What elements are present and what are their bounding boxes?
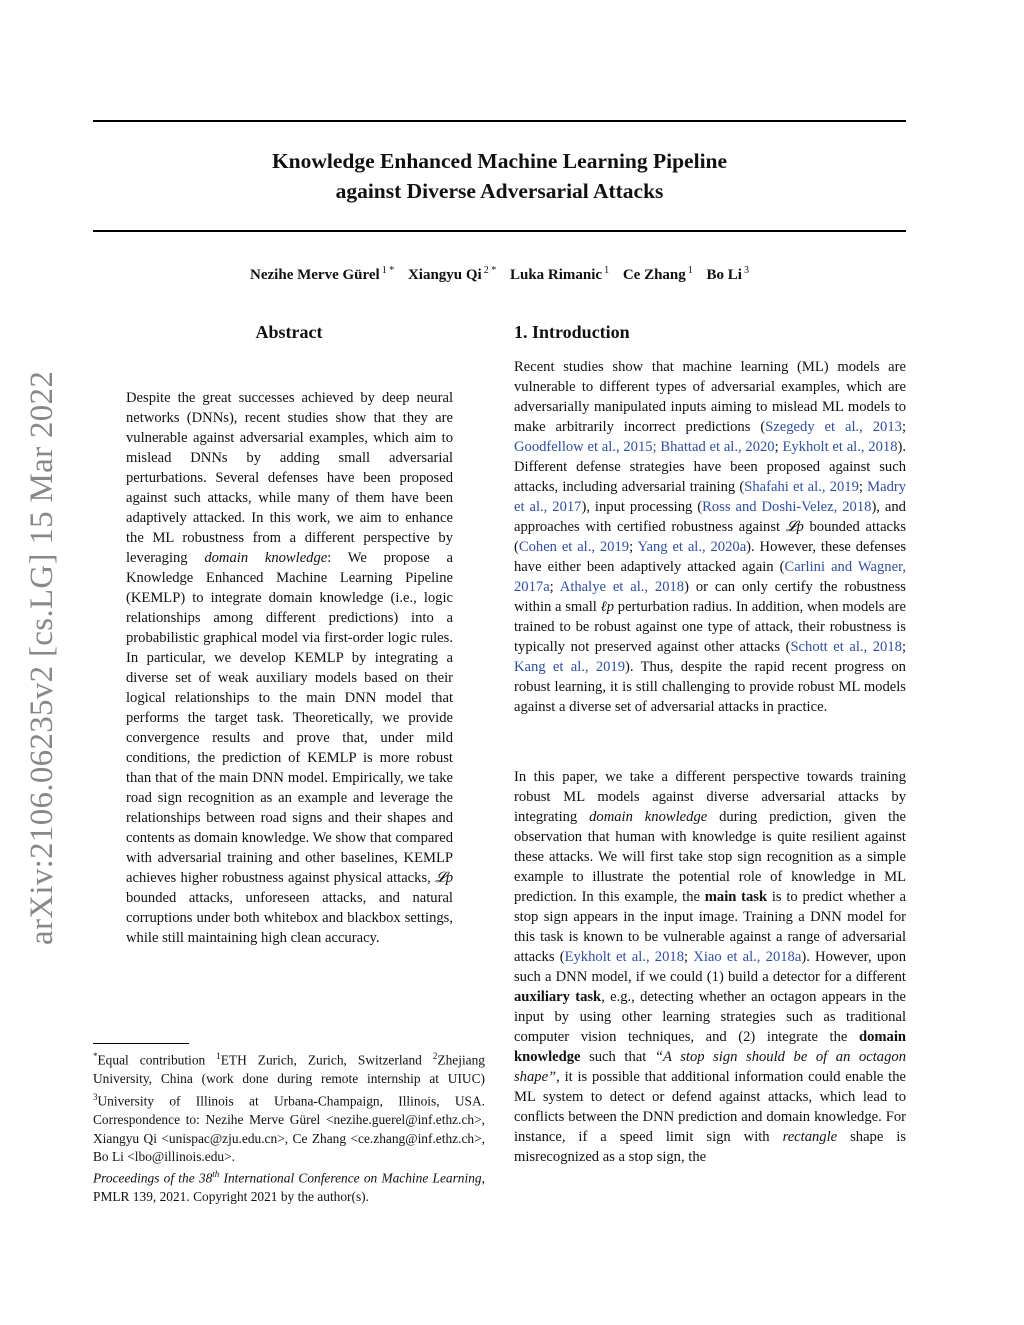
- citation-link[interactable]: Goodfellow et al., 2015; Bhattad et al., 2020: [514, 439, 775, 455]
- citation-link[interactable]: Shafahi et al., 2019: [744, 479, 859, 495]
- citation-link[interactable]: Szegedy et al., 2013: [765, 419, 902, 435]
- intro-paragraph-2: In this paper, we take a different perspective towards training robust ML models against diverse adversarial attacks by integrating domain knowledge during prediction, given the observation that human with knowledge is quite resilient against these attacks. We will first take stop sign recognition as a simple example to illustrate the potential role of knowledge in ML prediction. In this example, the main task is to predict whether a stop sign appears in the input image. Training a DNN model for this task is known to be vulnerable against a range of adversarial attacks (Eykholt et al., 2018; Xiao et al., 2018a). However, upon such a DNN model, if we could (1) build a detector for a different auxiliary task, e.g., detecting whether an octagon appears in the input by using other learning strategies such as traditional computer vision techniques, and (2) integrate the domain knowledge such that “A stop sign should be of an octagon shape”, it is possible that additional information could enable the ML system to detect or defend against attacks, which lead to conflicts between the DNN prediction and domain knowledge. For instance, if a speed limit sign with rectangle shape is misrecognized as a stop sign, the: [514, 769, 907, 1165]
- author: Luka Rimanic $^1$: [509, 265, 610, 283]
- citation-link[interactable]: Athalye et al., 2018: [559, 579, 685, 595]
- citation-link[interactable]: Madry et al., 2017: [514, 479, 907, 515]
- author: Ce Zhang $^1$: [622, 265, 693, 283]
- proceedings-note: Proceedings of the 38th International Conference on Machine Learning, PMLR 139, 2021. Copyright 2021 by the author(s).: [93, 1169, 485, 1204]
- citation-link[interactable]: Cohen et al., 2019: [518, 539, 630, 555]
- citation-link[interactable]: Xiao et al., 2018a: [693, 949, 802, 965]
- section-heading-introduction: 1. Introduction: [514, 322, 630, 342]
- citation-link[interactable]: Kang et al., 2019: [514, 659, 626, 675]
- intro-paragraph-1: Recent studies show that machine learning (ML) models are vulnerable to different types of adversarial examples, which are adversarially manipulated inputs aiming to mislead ML models to make arbitrarily incorrect predictions (Szegedy et al., 2013; Goodfellow et al., 2015; Bhattad et al., 2020; Eykholt et al., 2018). Different defense strategies have been proposed against such attacks, including adversarial training (Shafahi et al., 2019; Madry et al., 2017), input processing (Ross and Doshi-Velez, 2018), and approaches with certified robustness against 𝓛p bounded attacks (Cohen et al., 2019; Yang et al., 2020a). However, these defenses have either been adaptively attacked again (Carlini and Wagner, 2017a; Athalye et al., 2018) or can only certify the robustness within a small ℓp perturbation radius. In addition, when models are trained to be robust against one type of attack, their robustness is typically not preserved against other attacks (Schott et al., 2018; Kang et al., 2019). Thus, despite the rapid recent progress on robust learning, it is still challenging to provide robust ML models against a diverse set of adversarial attacks in practice.: [514, 359, 907, 715]
- top-rule: [93, 120, 906, 122]
- abstract-heading: Abstract: [255, 322, 323, 342]
- author-list: [93, 265, 906, 284]
- paper-title: [93, 146, 906, 206]
- citation-link[interactable]: Eykholt et al., 2018: [564, 949, 684, 965]
- arxiv-identifier: arXiv:2106.06235v2 [cs.LG] 15 Mar 2022: [24, 370, 60, 945]
- author: Xiangyu Qi $^{2 *}$: [407, 265, 497, 283]
- author: Bo Li $^3$: [706, 265, 749, 283]
- citation-link[interactable]: Carlini and Wagner, 2017a: [514, 559, 906, 595]
- title-line-2: against Diverse Adversarial Attacks: [335, 179, 664, 203]
- bottom-rule: [93, 230, 906, 232]
- footnote-rule: [93, 1043, 189, 1044]
- citation-link[interactable]: Eykholt et al., 2018: [782, 439, 898, 455]
- author: Nezihe Merve Gürel $^{1 *}$: [250, 265, 395, 283]
- footnote-affiliations: *Equal contribution $^1$ETH Zurich, Zurich, Switzerland $^2$Zhejiang University, China (work done during remote internship at UIUC) $^3$University of Illinois at Urbana-Champaign, Illinois, USA. Correspondence to: Nezihe Merve Gürel <nezihe.guerel@inf.ethz.ch>, Xiangyu Qi <unispac@zju.edu.cn>, Ce Zhang <ce.zhang@inf.ethz.ch>, Bo Li <lbo@illinois.edu>.: [93, 1051, 485, 1165]
- title-line-1: Knowledge Enhanced Machine Learning Pipeline: [271, 149, 728, 173]
- citation-link[interactable]: Schott et al., 2018: [790, 639, 902, 655]
- citation-link[interactable]: Yang et al., 2020a: [637, 539, 747, 555]
- citation-link[interactable]: Ross and Doshi-Velez, 2018: [702, 499, 872, 515]
- abstract-body: Despite the great successes achieved by deep neural networks (DNNs), recent studies show that they are vulnerable against adversarial examples, which aim to mislead DNNs by adding small adversarial perturbations. Several defenses have been proposed against such attacks, while many of them have been adaptively attacked. In this work, we aim to enhance the ML robustness from a different perspective by leveraging domain knowledge: We propose a Knowledge Enhanced Machine Learning Pipeline (KEMLP) to integrate domain knowledge (i.e., logic relationships among different predictions) into a probabilistic graphical model via first-order logic rules. In particular, we develop KEMLP by integrating a diverse set of weak auxiliary models based on their logical relationships to the main DNN model that performs the target task. Theoretically, we provide convergence results and prove that, under mild conditions, the prediction of KEMLP is more robust than that of the main DNN model. Empirically, we take road sign recognition as an example and leverage the relationships between road signs and their shapes and contents as domain knowledge. We show that compared with adversarial training and other baselines, KEMLP achieves higher robustness against physical attacks, 𝓛p bounded attacks, unforeseen attacks, and natural corruptions under both whitebox and blackbox settings, while still maintaining high clean accuracy.: [126, 390, 453, 946]
